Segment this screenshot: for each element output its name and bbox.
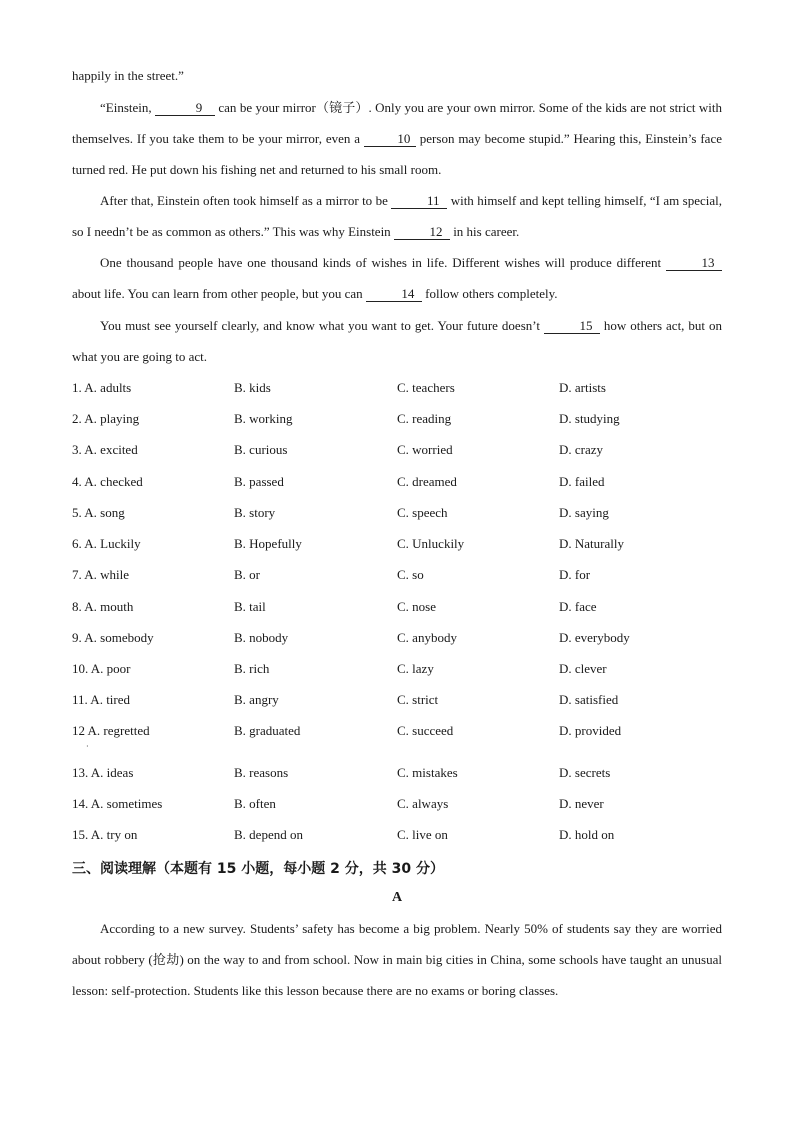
blank-9: 9 <box>155 101 215 116</box>
option-7-c: C. so <box>397 567 424 582</box>
option-3-a: 3. A. excited <box>72 442 138 457</box>
option-5-d: D. saying <box>559 505 609 520</box>
option-5-a: 5. A. song <box>72 505 125 520</box>
option-9-c: C. anybody <box>397 630 457 645</box>
passage-text: One thousand people have one thousand kinds of wishes in life. Different wishes will produce different <box>100 255 666 270</box>
passage-paragraph-3 <box>72 247 722 309</box>
option-2-a: 2. A. playing <box>72 411 140 426</box>
option-7-b: B. or <box>234 567 260 582</box>
passage-paragraph-4 <box>72 310 722 372</box>
option-11-c: C. strict <box>397 692 439 707</box>
option-15-c: C. live on <box>397 827 448 842</box>
option-8-b: B. tail <box>234 599 266 614</box>
passage-text: with himself and kept telling himself, “I am special, so I needn’t be as common as others.” This was why Einstein <box>72 193 722 239</box>
stray-dot: · <box>86 742 89 751</box>
option-9-b: B. nobody <box>234 630 289 645</box>
passage-text: about life. You can learn from other people, but you can <box>72 286 366 301</box>
section-title: 三、阅读理解（本题有 15 小题，每小题 2 分，共 30 分） <box>72 861 444 877</box>
passage-text: person may become stupid.” Hearing this, Einstein’s face turned red. He put down his fishing net and returned to his small room. <box>72 131 722 177</box>
option-row-6 <box>72 536 732 554</box>
blank-13: 13 <box>666 256 722 271</box>
option-row-3 <box>72 442 732 460</box>
passage-text: You must see yourself clearly, and know what you want to get. Your future doesn’t <box>100 318 544 333</box>
passage-paragraph-1 <box>72 92 722 185</box>
options-list <box>72 380 732 850</box>
option-row-8 <box>72 599 732 617</box>
blank-12: 12 <box>394 225 450 240</box>
option-4-a: 4. A. checked <box>72 474 143 489</box>
option-10-b: B. rich <box>234 661 270 676</box>
option-6-c: C. Unluckily <box>397 536 465 551</box>
reading-a-paragraph <box>72 913 722 1006</box>
option-12-c: C. succeed <box>397 723 454 738</box>
option-8-c: C. nose <box>397 599 436 614</box>
option-row-11 <box>72 692 732 710</box>
option-10-d: D. clever <box>559 661 607 676</box>
option-6-d: D. Naturally <box>559 536 624 551</box>
option-row-2 <box>72 411 732 429</box>
passage-text: in his career. <box>449 224 520 239</box>
option-13-a: 13. A. ideas <box>72 765 134 780</box>
option-11-a: 11. A. tired <box>72 692 131 707</box>
reading-text: According to a new survey. Students’ safety has become a big problem. Nearly 50% of students say they are worried about robbery (抢劫) on the way to and from school. Now in main big cities in China, some schools have taught an unusual lesson: self-protection. Students like this lesson because there are no exams or boring classes. <box>72 921 722 998</box>
option-9-d: D. everybody <box>559 630 630 645</box>
passage-text: After that, Einstein often took himself as a mirror to be <box>100 193 392 208</box>
option-5-b: B. story <box>234 505 276 520</box>
option-6-a: 6. A. Luckily <box>72 536 141 551</box>
option-11-b: B. angry <box>234 692 279 707</box>
blank-15: 15 <box>544 319 600 334</box>
blank-14: 14 <box>366 287 422 302</box>
passage-text: “Einstein, <box>100 100 156 115</box>
option-2-b: B. working <box>234 411 293 426</box>
option-3-b: B. curious <box>234 442 288 457</box>
option-4-c: C. dreamed <box>397 474 457 489</box>
option-13-c: C. mistakes <box>397 765 458 780</box>
option-6-b: B. Hopefully <box>234 536 302 551</box>
option-8-a: 8. A. mouth <box>72 599 134 614</box>
blank-10: 10 <box>364 132 416 147</box>
option-3-c: C. worried <box>397 442 453 457</box>
option-13-b: B. reasons <box>234 765 289 780</box>
blank-11: 11 <box>391 194 447 209</box>
option-7-a: 7. A. while <box>72 567 130 582</box>
option-12-d: D. provided <box>559 723 622 738</box>
option-4-b: B. passed <box>234 474 284 489</box>
option-14-c: C. always <box>397 796 449 811</box>
option-15-d: D. hold on <box>559 827 615 842</box>
option-row-7 <box>72 567 732 585</box>
option-4-d: D. failed <box>559 474 605 489</box>
passage-text: can be your mirror（镜子）. Only you are your own mirror. Some of the kids are not strict with themselves. If you take them to be your mirror, even a <box>72 100 722 146</box>
option-3-d: D. crazy <box>559 442 604 457</box>
option-9-a: 9. A. somebody <box>72 630 154 645</box>
option-11-d: D. satisfied <box>559 692 619 707</box>
option-row-10 <box>72 661 732 679</box>
option-row-4 <box>72 474 732 492</box>
option-row-5 <box>72 505 732 523</box>
option-15-a: 15. A. try on <box>72 827 138 842</box>
option-14-a: 14. A. sometimes <box>72 796 163 811</box>
option-15-b: B. depend on <box>234 827 303 842</box>
option-2-c: C. reading <box>397 411 452 426</box>
option-12-b: B. graduated <box>234 723 301 738</box>
option-1-a: 1. A. adults <box>72 380 132 395</box>
option-row-15 <box>72 827 732 845</box>
option-row-1 <box>72 380 732 398</box>
option-13-d: D. secrets <box>559 765 611 780</box>
passage-paragraph-2 <box>72 185 722 247</box>
passage-text: happily in the street.” <box>72 68 184 83</box>
option-row-9 <box>72 630 732 648</box>
option-1-c: C. teachers <box>397 380 455 395</box>
option-8-d: D. face <box>559 599 597 614</box>
passage-text: how others act, but on what you are going to act. <box>72 318 722 364</box>
option-10-c: C. lazy <box>397 661 434 676</box>
option-14-b: B. often <box>234 796 276 811</box>
option-row-14 <box>72 796 732 814</box>
option-7-d: D. for <box>559 567 591 582</box>
option-10-a: 10. A. poor <box>72 661 131 676</box>
option-5-c: C. speech <box>397 505 448 520</box>
passage-text: follow others completely. <box>421 286 558 301</box>
option-row-13 <box>72 765 732 783</box>
option-12-a: 12 A. regretted <box>72 723 150 738</box>
option-1-b: B. kids <box>234 380 271 395</box>
option-1-d: D. artists <box>559 380 606 395</box>
passage-label: A <box>391 890 403 905</box>
passage-paragraph-0 <box>72 60 722 91</box>
option-2-d: D. studying <box>559 411 620 426</box>
option-row-12 <box>72 723 732 741</box>
option-14-d: D. never <box>559 796 604 811</box>
